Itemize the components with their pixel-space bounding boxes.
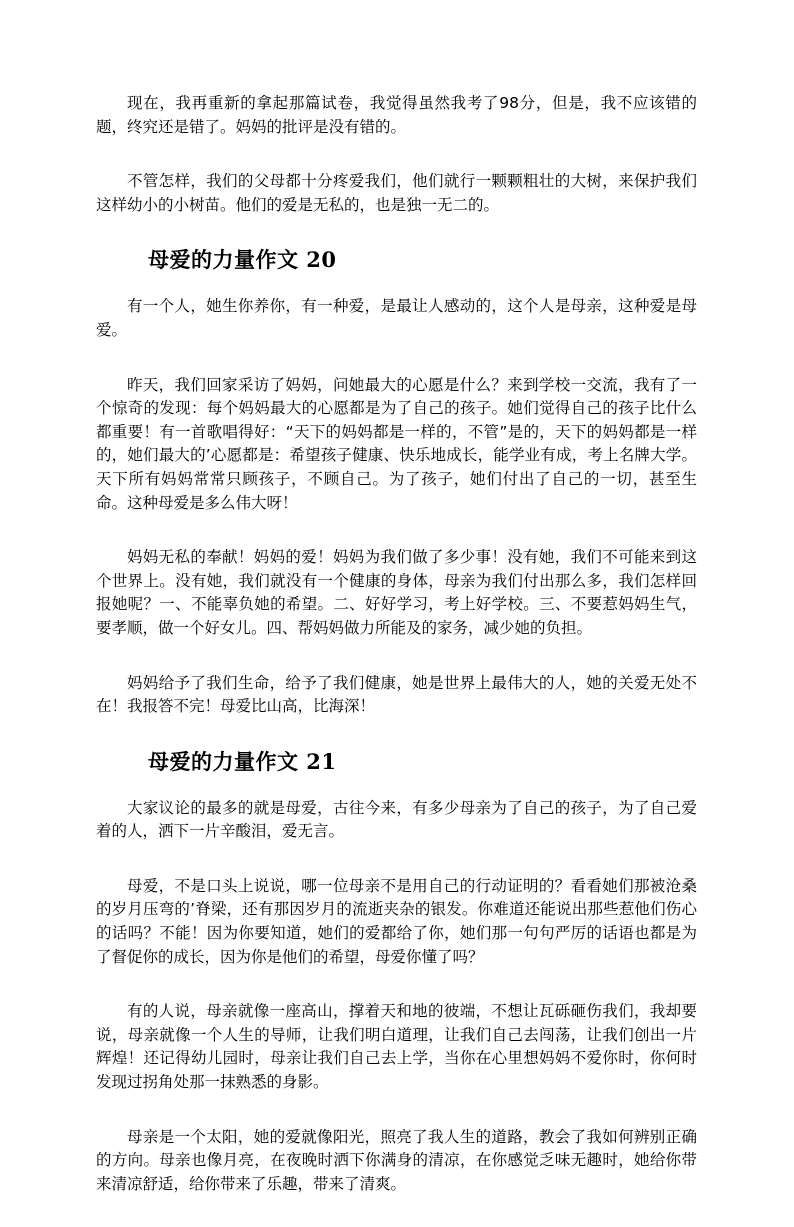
document-body	[96, 92, 697, 1227]
paragraph: 妈妈无私的奉献！妈妈的爱！妈妈为我们做了多少事！没有她，我们不可能来到这个世界上。没有她，我们就没有一个健康的身体，母亲为我们付出那么多，我们怎样回报她呢？一、不能辜负她的希望。二、好好学习，考上好学校。三、不要惹妈妈生气，要孝顺，做一个好女儿。四、帮妈妈做力所能及的家务，减少她的负担。	[96, 548, 697, 637]
section-heading-21: 母爱的力量作文 21	[148, 748, 337, 774]
paragraph: 有一个人，她生你养你，有一种爱，是最让人感动的，这个人是母亲，这种爱是母爱。	[96, 297, 697, 339]
paragraph: 妈妈给予了我们生命，给予了我们健康，她是世界上最伟大的人，她的关爱无处不在！我报答不完！母爱比山高，比海深！	[96, 673, 697, 716]
section-heading-20: 母爱的力量作文 20	[148, 247, 337, 273]
paragraph: 不管怎样，我们的父母都十分疼爱我们，他们就行一颗颗粗壮的大树，来保护我们这样幼小的小树苗。他们的爱是无私的，也是独一无二的。	[96, 172, 697, 214]
paragraph: 昨天，我们回家采访了妈妈，问她最大的心愿是什么？来到学校一交流，我有了一个惊奇的发现：每个妈妈最大的心愿都是为了自己的孩子。她们觉得自己的孩子比什么都重要！有一首歌唱得好：“天下的妈妈都是一样的，不管”是的，天下的妈妈都是一样的，她们最大的’心愿都是：希望孩子健康、快乐地成长，能学业有成，考上名牌大学。天下所有妈妈常常只顾孩子，不顾自己。为了孩子，她们付出了自己的一切，甚至生命。这种母爱是多么伟大呀！	[96, 375, 697, 512]
paragraph: 母亲是一个太阳，她的爱就像阳光，照亮了我人生的道路，教会了我如何辨别正确的方向。母亲也像月亮，在夜晚时洒下你满身的清凉，在你感觉乏味无趣时，她给你带来清凉舒适，给你带来了乐趣，带来了清爽。	[96, 1127, 697, 1193]
paragraph: 母爱，不是口头上说说，哪一位母亲不是用自己的行动证明的？看看她们那被沧桑的岁月压弯的’脊梁，还有那因岁月的流逝夹杂的银发。你难道还能说出那些惹他们伤心的话吗？不能！因为你要知道，她们的爱都给了你，她们那一句句严厉的话语也都是为了督促你的成长，因为你是他们的希望，母爱你懂了吗？	[96, 876, 697, 966]
paragraph: 现在，我再重新的拿起那篇试卷，我觉得虽然我考了98分，但是，我不应该错的题，终究还是错了。妈妈的批评是没有错的。	[96, 94, 697, 136]
paragraph: 大家议论的最多的就是母爱，古往今来，有多少母亲为了自己的孩子，为了自己爱着的人，洒下一片辛酸泪，爱无言。	[96, 798, 697, 841]
paragraph: 有的人说，母亲就像一座高山，撑着天和地的彼端，不想让瓦砾砸伤我们，我却要说，母亲就像一个人生的导师，让我们明白道理，让我们自己去闯荡，让我们创出一片辉煌！还记得幼儿园时，母亲让我们自己去上学，当你在心里想妈妈不爱你时，你何时发现过拐角处那一抹熟悉的身影。	[96, 1002, 697, 1092]
